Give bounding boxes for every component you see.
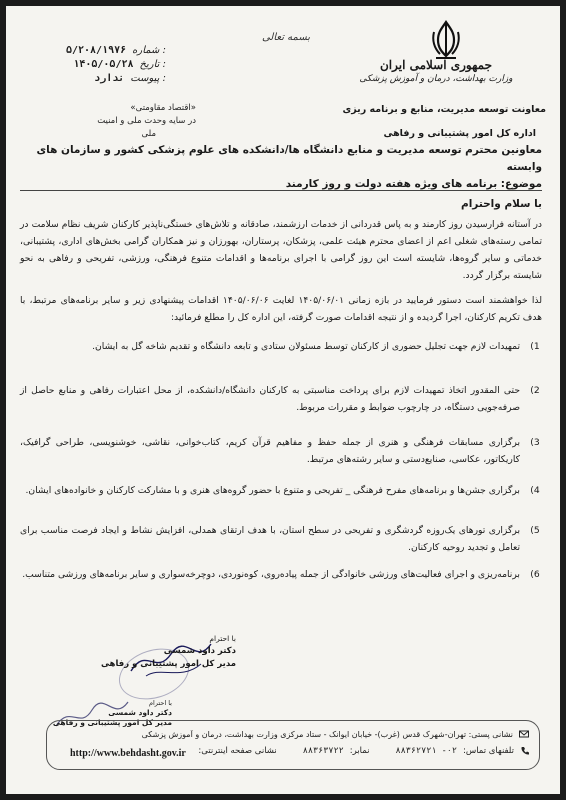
recipient: معاونین محترم توسعه مدیریت و منابع دانشگاه ها/دانشکده های علوم پزشکی کشور و سازمان های وابسته: [36, 144, 542, 173]
letter-date: ۱۴۰۵/۰۵/۲۸: [73, 59, 134, 70]
bismillah: بسمه تعالی: [261, 32, 311, 43]
website-label: نشانی صفحه اینترنتی:: [198, 746, 277, 756]
slogan-line2: در سایه وحدت ملی و امنیت: [97, 116, 196, 126]
letter-number-label: شماره :: [132, 45, 166, 56]
fax-value: ۸۸۳۶۳۷۲۲: [302, 746, 344, 756]
letter-meta: [46, 44, 166, 86]
letter-attachment: ندارد: [94, 73, 125, 84]
letter-date-row: [46, 58, 166, 72]
phone-label: تلفنهای تماس:: [462, 746, 514, 756]
list-item-text: برگزاری جشن‌ها و برنامه‌های مفرح فرهنگی _ تفریحی و متنوع با حضور گروه‌های هنری و با مشارکت کارکنان و خانواده‌های ایشان.: [25, 485, 520, 496]
list-item-number: 2): [530, 385, 540, 396]
iran-emblem-icon: [424, 18, 468, 62]
footer-contact-row: [176, 746, 530, 756]
phone-value: ۰۲- ۸۸۳۶۲۷۲۱: [395, 746, 457, 756]
signature-regards: با احترام: [209, 634, 236, 643]
list-item: [20, 338, 542, 355]
signature-regards-copy: با احترام: [148, 699, 172, 707]
list-item: [20, 382, 542, 416]
list-item: [20, 566, 542, 583]
slogan-line1: «اقتصاد مقاومتی»: [130, 103, 196, 113]
list-item-text: برگزاری تورهای یک‌روزه گردشگری و تفریحی در سطح استان، با هدف ارتقای همدلی، افزایش نشاط و ایجاد فرصت مناسب برای تعامل و تجدید روحیه کارکنان.: [20, 525, 520, 553]
list-item-text: برنامه‌ریزی و اجرای فعالیت‌های ورزشی خانوادگی از جمله پیاده‌روی، کوه‌نوردی، دوچرخه‌سواری و سایر برنامه‌های ورزشی متناسب.: [22, 569, 520, 580]
deputy-name: معاونت توسعه مدیریت، منابع و برنامه ریزی: [342, 104, 546, 115]
fax-label: نمابر:: [349, 746, 370, 756]
signer-title: مدیر کل امور پشتیبانی و رفاهی: [100, 659, 236, 669]
list-item-text: تمهیدات لازم جهت تجلیل حضوری از کارکنان توسط مسئولان ستادی و تابعه دانشگاه و تقدیم شاخه گل به ایشان.: [92, 341, 520, 352]
office-name: اداره کل امور پشتیبانی و رفاهی: [383, 128, 536, 139]
phone-icon: [520, 746, 530, 756]
letter-page: [6, 6, 560, 794]
footer-address: نشانی پستی: تهران-شهرک قدس (غرب)- خیابان ایوانک - ستاد مرکزی وزارت بهداشت، درمان و آموزش پزشکی: [141, 729, 513, 739]
list-item-number: 1): [530, 341, 540, 352]
paragraph-1: در آستانه فرارسیدن روز کارمند و به پاس قدردانی از خدمات ارزشمند، صادقانه و تلاش‌های خستگی‌ناپذیر کارکنان شریف نظام سلامت در تمامی رسته‌های شغلی اعم از اعضای محترم هیئت علمی، پزشکان، پرستاران، بهورزان و نیز همکاران گرامی بخش‌های اداری، پشتیبانی، خدماتی و سایر گروه‌ها، شایسته است این روز گرامی با اجرای برنامه‌ها و اقدامات متنوع فرهنگی، ورزشی، تفریحی و رفاهی به نحو شایسته برگزار گردد.: [20, 219, 542, 281]
ministry-line1: جمهوری اسلامی ایران: [379, 58, 493, 72]
signature-text: [86, 632, 236, 671]
letter-number: ۵/۲۰۸/۱۹۷۶: [65, 45, 127, 56]
signer-name-copy: دکتر داود شمسی: [108, 708, 172, 717]
signer-name: دکتر داود شمسی: [163, 646, 236, 656]
list-item-number: 6): [530, 569, 540, 580]
list-item-text: حتی المقدور اتخاذ تمهیدات لازم برای پرداخت مناسبتی به کارکنان دانشگاه/دانشکده، از محل اعتبارات رفاهی و منابع حاصل از صرفه‌جویی دستگاه، در چارچوب ضوابط و مقررات مربوط.: [20, 385, 520, 413]
signature-block: [86, 632, 236, 702]
list-item: [20, 434, 542, 468]
letterhead: [326, 14, 546, 124]
website-link[interactable]: http://www.behdasht.gov.ir: [70, 748, 186, 759]
ministry-line2: وزارت بهداشت، درمان و آموزش پزشکی: [359, 74, 513, 84]
ministry-name: [346, 58, 526, 86]
signer-title-copy: مدیر کل امور پشتیبانی و رفاهی: [52, 718, 172, 727]
recipient-block: [20, 142, 542, 193]
letter-attachment-label: پیوست :: [130, 73, 166, 84]
list-item-number: 5): [530, 525, 540, 536]
paragraph-2: لذا خواهشمند است دستور فرمایید در بازه زمانی ۱۴۰۵/۰۶/۰۱ لغایت ۱۴۰۵/۰۶/۰۶ اقدامات پیشنهادی زیر و سایر برنامه‌های مرتبط، با هدف تکریم کارکنان، اجرا گردیده و از نتیجه اقدامات صورت گرفته، این اداره کل را مطلع فرمائید:: [20, 295, 543, 323]
divider: [20, 190, 542, 191]
subject: موضوع: برنامه های ویژه هفته دولت و روز کارمند: [285, 178, 542, 190]
list-item-number: 4): [530, 485, 540, 496]
list-item-number: 3): [530, 437, 540, 448]
list-item: [20, 522, 542, 556]
letter-attachment-row: [46, 72, 166, 86]
list-item-text: برگزاری مسابقات فرهنگی و هنری از جمله حفظ و مفاهیم قرآن کریم، کتاب‌خوانی، نقاشی، خوشنویسی، طراحی گرافیک، کاریکاتور، عکاسی، صنایع‌دستی و سایر رشته‌های مرتبط.: [20, 437, 520, 465]
letter-date-label: تاریخ :: [139, 59, 166, 70]
slogan: [46, 102, 196, 141]
greeting: با سلام واحترام: [461, 198, 542, 210]
envelope-icon: [519, 729, 529, 739]
footer-address-row: [107, 729, 529, 739]
slogan-line3: ملی: [141, 129, 156, 139]
footer-box: [46, 720, 540, 770]
list-item: [20, 482, 542, 499]
letter-number-row: [46, 44, 166, 58]
